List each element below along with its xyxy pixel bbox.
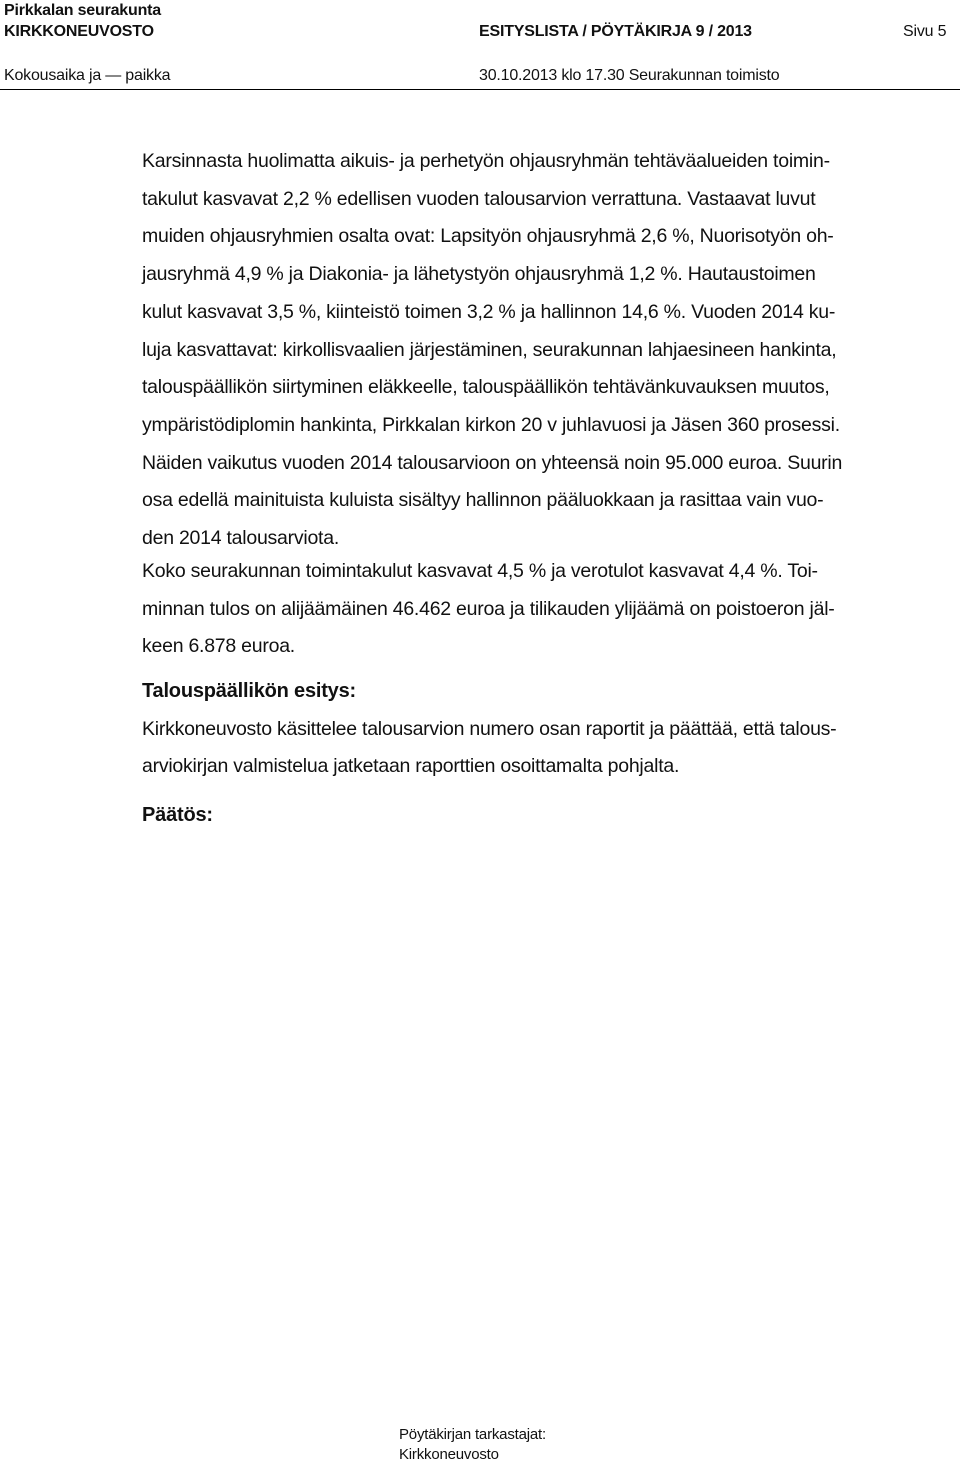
text-line: muiden ohjausryhmien osalta ovat: Lapsityön ohjausryhmä 2,6 %, Nuorisotyön oh-: [142, 225, 834, 248]
footer-body-name: Kirkkoneuvosto: [399, 1446, 499, 1463]
meeting-time-place: 30.10.2013 klo 17.30 Seurakunnan toimisto: [479, 67, 780, 84]
text-line: luja kasvattavat: kirkollisvaalien järjestäminen, seurakunnan lahjaesineen hankinta,: [142, 338, 837, 361]
org-name: Pirkkalan seurakunta: [4, 2, 161, 19]
text-line: ympäristödiplomin hankinta, Pirkkalan kirkon 20 v juhlavuosi ja Jäsen 360 prosessi.: [142, 413, 840, 436]
text-line: den 2014 talousarviota.: [142, 527, 339, 550]
header-divider: [0, 89, 960, 90]
text-line: Kirkkoneuvosto käsittelee talousarvion numero osan raportit ja päättää, että talous-: [142, 717, 837, 740]
body-name: KIRKKONEUVOSTO: [4, 23, 154, 40]
text-line: arviokirjan valmistelua jatketaan raporttien osoittamalta pohjalta.: [142, 755, 680, 778]
text-line: jausryhmä 4,9 % ja Diakonia- ja lähetystyön ohjausryhmä 1,2 %. Hautaustoimen: [142, 263, 816, 286]
text-line: Karsinnasta huolimatta aikuis- ja perhetyön ohjausryhmän tehtäväalueiden toimin-: [142, 150, 830, 172]
page-number: Sivu 5: [903, 23, 947, 40]
footer-reviewers-label: Pöytäkirjan tarkastajat:: [399, 1426, 546, 1443]
proposal-heading: Talouspäällikön esitys:: [142, 680, 356, 702]
text-line: keen 6.878 euroa.: [142, 635, 295, 658]
text-line: Näiden vaikutus vuoden 2014 talousarvioon on yhteensä noin 95.000 euroa. Suurin: [142, 451, 843, 474]
text-line: takulut kasvavat 2,2 % edellisen vuoden talousarvion verrattuna. Vastaavat luvut: [142, 187, 816, 210]
text-line: kulut kasvavat 3,5 %, kiinteistö toimen 3,2 % ja hallinnon 14,6 %. Vuoden 2014 ku-: [142, 300, 836, 323]
text-line: osa edellä mainituista kuluista sisältyy hallinnon pääluokkaan ja rasittaa vain vuo-: [142, 489, 824, 512]
paragraph-budget-details: [142, 143, 952, 558]
decision-heading: Päätös:: [142, 804, 213, 826]
proposal-section: [142, 673, 952, 786]
paragraph-operating-costs: [142, 553, 952, 666]
text-line: minnan tulos on alijäämäinen 46.462 euroa ja tilikauden ylijäämä on poistoeron jäl-: [142, 597, 835, 620]
decision-section: [142, 797, 952, 835]
document-title: ESITYSLISTA / PÖYTÄKIRJA 9 / 2013: [479, 23, 752, 40]
meeting-label: Kokousaika ja — paikka: [4, 67, 171, 84]
text-line: Koko seurakunnan toimintakulut kasvavat 4,5 % ja verotulot kasvavat 4,4 %. Toi-: [142, 560, 818, 582]
text-line: talouspäällikön siirtyminen eläkkeelle, talouspäällikön tehtävänkuvauksen muutos,: [142, 376, 830, 399]
